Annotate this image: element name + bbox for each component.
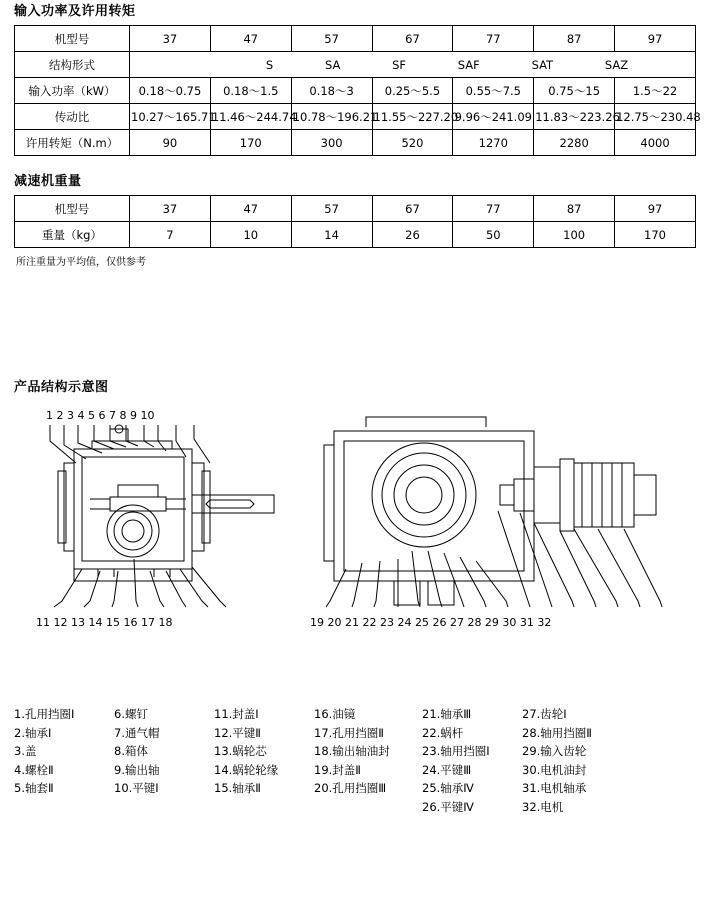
cell: 170 [210,130,291,156]
legend-item: 27.齿轮Ⅰ [522,707,567,721]
legend-item: 4.螺栓Ⅱ [14,762,54,777]
legend-item: 31.电机轴承 [522,781,587,795]
legend-item: 28.轴用挡圈Ⅱ [522,725,592,740]
legend-item: 24.平键Ⅲ [422,762,472,777]
legend-item: 23.轴用挡圈Ⅰ [422,744,490,758]
legend-column [214,705,314,816]
legend-item: 16.油镜 [314,707,356,721]
cell: 0.18～0.75 [130,78,211,104]
legend-item: 7.通气帽 [114,725,160,740]
table-row [15,196,696,222]
structure-type: SA [324,57,341,72]
cell: 97 [615,26,696,52]
legend-item: 22.蜗杆 [422,725,464,740]
callout-numbers-left-bottom: 11 12 13 14 15 16 17 18 [36,616,173,629]
section-title-structure: 产品结构示意图 [14,380,109,395]
legend-item: 5.轴套Ⅱ [14,781,54,795]
legend-column [422,705,522,816]
cell: 57 [291,26,372,52]
cell: 87 [534,26,615,52]
legend-column [114,705,214,816]
legend-item: 2.轴承Ⅰ [14,725,52,740]
cell: 67 [372,26,453,52]
cell: 12.75～230.48 [615,104,696,130]
row-label: 机型号 [15,196,130,222]
table-row [15,26,696,52]
cell: 10.27～165.71 [130,104,211,130]
weight-table [14,195,696,248]
callout-numbers-right-bottom: 19 20 21 22 23 24 25 26 27 28 29 30 31 32 [310,616,552,629]
cell: 0.55～7.5 [453,78,534,104]
legend-item: 17.孔用挡圈Ⅱ [314,725,384,740]
gearbox-cross-section-drawing [14,401,696,616]
cell: 50 [453,222,534,248]
cell: 0.75～15 [534,78,615,104]
legend-item: 32.电机 [522,799,564,814]
cell: 100 [534,222,615,248]
cell: 47 [210,196,291,222]
weight-note: 所注重量为平均值，仅供参考 [16,257,146,268]
cell: 77 [453,196,534,222]
cell: 37 [130,196,211,222]
legend-item: 30.电机油封 [522,762,587,777]
table-row [15,52,696,78]
cell: 4000 [615,130,696,156]
structure-type: S [265,57,274,72]
cell: 11.46～244.74 [210,104,291,130]
legend-column [314,705,422,816]
structure-type: SAZ [604,57,629,72]
cell: 1.5～22 [615,78,696,104]
table-row [15,78,696,104]
cell: 2280 [534,130,615,156]
legend-item: 10.平键Ⅰ [114,781,159,795]
structure-type: SAF [457,57,480,72]
legend-item: 29.输入齿轮 [522,744,587,758]
legend-item: 26.平键Ⅳ [422,799,474,814]
row-label: 许用转矩（N.m） [15,130,130,156]
legend-item: 25.轴承Ⅳ [422,781,474,795]
legend-item: 15.轴承Ⅱ [214,781,261,795]
cell: 11.55～227.20 [372,104,453,130]
cell: 57 [291,196,372,222]
cell: 10.78～196.21 [291,104,372,130]
cell: 47 [210,26,291,52]
table-row [15,222,696,248]
cell: 26 [372,222,453,248]
structure-types-cell [130,52,696,78]
legend-item: 19.封盖Ⅱ [314,762,361,777]
section-title-weight: 减速机重量 [14,174,82,189]
legend-column [522,705,622,816]
callout-numbers-left-top: 1 2 3 4 5 6 7 8 9 10 [46,409,155,422]
legend-item: 9.输出轴 [114,762,160,777]
cell: 520 [372,130,453,156]
cell: 11.83～223.26 [534,104,615,130]
structure-type: SF [392,57,407,72]
cell: 87 [534,196,615,222]
legend-column [14,705,114,816]
legend-item: 21.轴承Ⅲ [422,707,472,721]
legend-item: 20.孔用挡圈Ⅲ [314,781,387,795]
cell: 9.96～241.09 [453,104,534,130]
legend-item: 13.蜗轮芯 [214,744,267,758]
legend-item: 3.盖 [14,744,37,758]
cell: 7 [130,222,211,248]
parts-legend [14,705,700,816]
cell: 10 [210,222,291,248]
cell: 0.18～3 [291,78,372,104]
row-label: 机型号 [15,26,130,52]
table-row [15,104,696,130]
structure-type: SAT [531,57,554,72]
legend-item: 8.箱体 [114,744,148,758]
row-label: 输入功率（kW） [15,78,130,104]
legend-item: 14.蜗轮轮缘 [214,762,279,777]
legend-item: 1.孔用挡圈Ⅰ [14,707,75,721]
legend-item: 12.平键Ⅱ [214,725,261,740]
cell: 0.18～1.5 [210,78,291,104]
cell: 300 [291,130,372,156]
row-label: 重量（kg） [15,222,130,248]
cell: 170 [615,222,696,248]
table-row [15,130,696,156]
legend-item: 6.螺钉 [114,707,148,721]
cell: 67 [372,196,453,222]
cell: 97 [615,196,696,222]
row-label: 结构形式 [15,52,130,78]
row-label: 传动比 [15,104,130,130]
cell: 1270 [453,130,534,156]
legend-item: 18.输出轴油封 [314,744,390,758]
power-torque-table [14,25,701,156]
structure-diagram [14,401,696,691]
cell: 90 [130,130,211,156]
cell: 0.25～5.5 [372,78,453,104]
cell: 14 [291,222,372,248]
legend-item: 11.封盖Ⅰ [214,707,259,721]
section-title-power: 输入功率及许用转矩 [14,4,136,19]
cell: 77 [453,26,534,52]
cell: 37 [130,26,211,52]
